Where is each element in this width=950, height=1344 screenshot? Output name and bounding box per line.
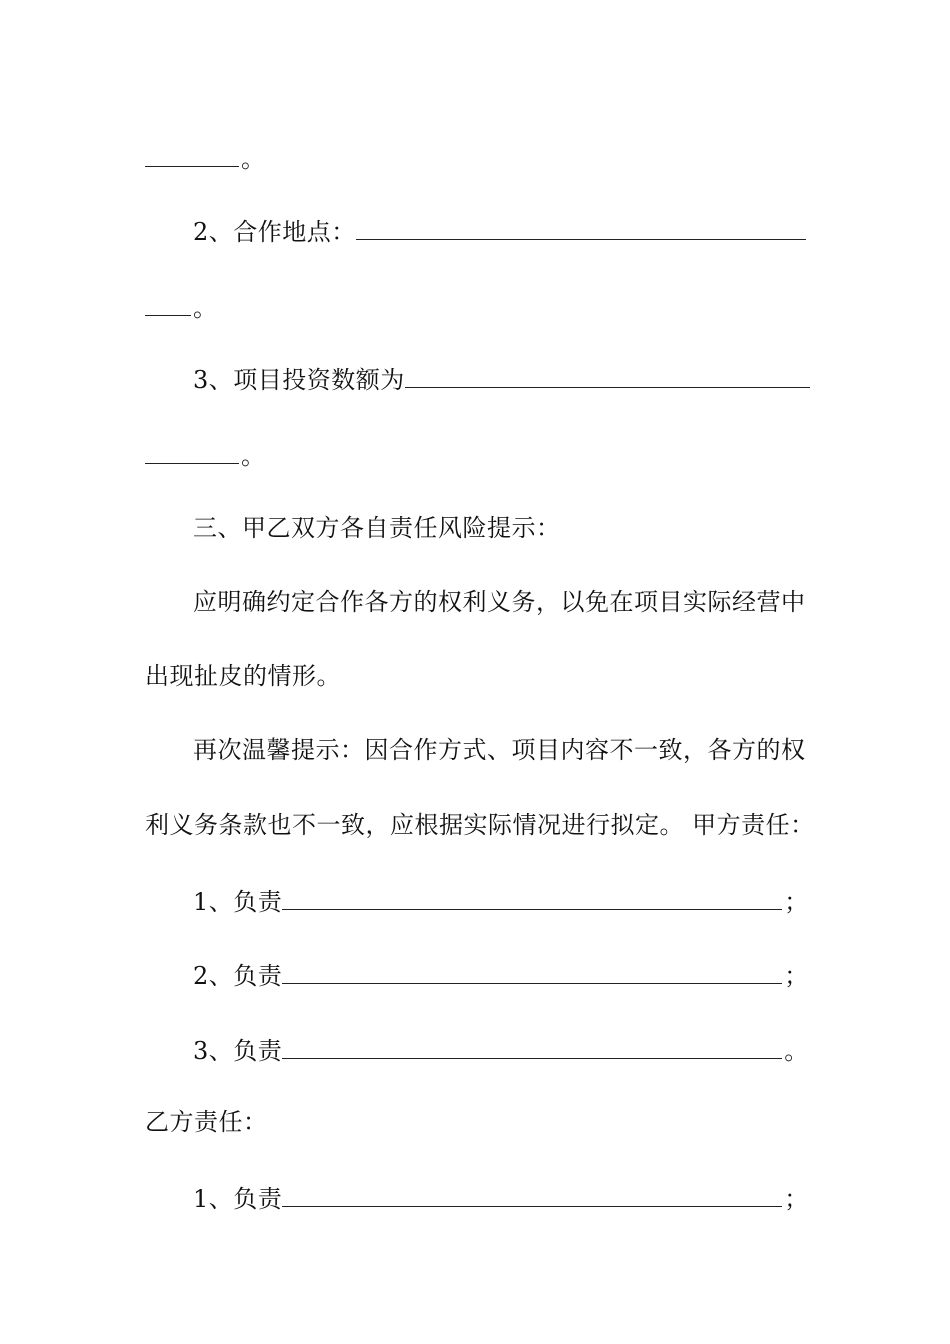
line-investment-amount	[193, 357, 805, 397]
party-a-duty-2	[193, 953, 809, 993]
punctuation: 。	[241, 442, 266, 470]
line-cooperation-location	[193, 209, 805, 249]
paragraph-line: 再次温馨提示：因合作方式、项目内容不一致，各方的权	[193, 736, 806, 764]
fill-blank	[145, 433, 239, 464]
punctuation: 。	[193, 294, 218, 322]
fill-blank	[145, 285, 191, 316]
field-label: 1、负责	[193, 888, 283, 916]
paragraph-line: 利义务条款也不一致，应根据实际情况进行拟定。 甲方责任：	[145, 811, 815, 839]
paragraph-line: 应明确约定合作各方的权利义务，以免在项目实际经营中	[193, 588, 806, 616]
punctuation: ；	[784, 962, 809, 990]
punctuation: 。	[241, 145, 266, 173]
line-blank-3	[145, 433, 805, 473]
fill-blank	[405, 357, 810, 388]
party-b-heading: 乙方责任：	[145, 1108, 268, 1136]
fill-blank	[282, 1176, 782, 1207]
punctuation: 。	[784, 1037, 809, 1065]
field-label: 2、合作地点：	[193, 218, 356, 246]
paragraph-line: 出现扯皮的情形。	[145, 662, 341, 690]
punctuation: ；	[784, 1185, 809, 1213]
line-blank-1	[145, 136, 805, 176]
fill-blank	[356, 209, 806, 240]
field-label: 2、负责	[193, 962, 283, 990]
field-label: 3、负责	[193, 1037, 283, 1065]
punctuation: ；	[784, 888, 809, 916]
party-b-duty-1	[193, 1176, 809, 1216]
section-heading-risk: 三、甲乙双方各自责任风险提示：	[193, 514, 561, 542]
fill-blank	[282, 953, 782, 984]
field-label: 1、负责	[193, 1185, 283, 1213]
fill-blank	[145, 136, 239, 167]
fill-blank	[282, 1028, 782, 1059]
field-label: 3、项目投资数额为	[193, 366, 405, 394]
fill-blank	[282, 879, 782, 910]
line-blank-2	[145, 285, 805, 325]
party-a-duty-3	[193, 1028, 809, 1068]
party-a-duty-1	[193, 879, 809, 919]
